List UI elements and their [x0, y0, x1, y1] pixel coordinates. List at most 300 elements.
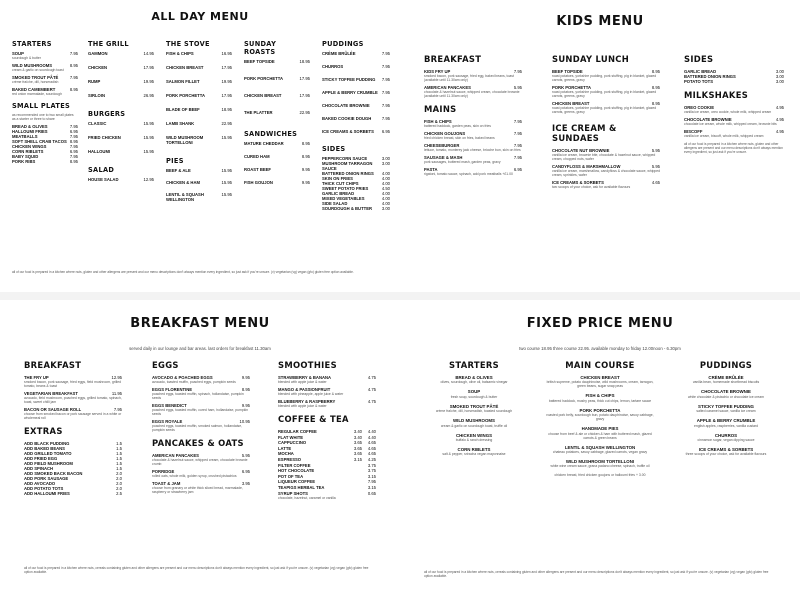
- menu-item: [12, 87, 78, 96]
- menu-item: [322, 64, 390, 69]
- drink-name: POT OF TEA: [278, 473, 304, 479]
- menu-item-price: 3.00: [381, 156, 390, 161]
- menu-item-price: 7.95: [69, 75, 78, 80]
- menu-item-name: BATTERED ONION RINGS: [684, 74, 736, 79]
- menu-item-name: ADD GRILLED TOMATO: [24, 451, 72, 456]
- menu-item-name: THE FRY UP: [24, 375, 49, 380]
- drink-name: ESPRESSO: [278, 456, 302, 462]
- menu-item-price: 2.0: [116, 471, 122, 476]
- menu-item-price: 22.95: [299, 110, 310, 115]
- menu-item-name: PORK PORCHETTA: [552, 85, 592, 90]
- menu-item-price: 5.95: [651, 148, 660, 153]
- menu-item-description: choose from granary or white thick sliced bread, marmalade, raspberry or strawberry jam: [152, 486, 243, 494]
- menu-item-price: 12.95: [143, 177, 154, 182]
- drink-price-large: 7.95: [367, 479, 376, 485]
- menu-item: [278, 387, 376, 396]
- menu-item-name: SIRLOIN: [88, 93, 105, 98]
- menu-item: [424, 155, 522, 164]
- menu-list: [12, 124, 78, 164]
- menu-item-price: 7.95: [513, 131, 522, 136]
- menu-item-price: 1.5: [116, 461, 122, 466]
- menu-item-description: rigatoni, tomato sauce, spinach, add pork meatballs +£1.00: [424, 172, 513, 176]
- menu-item-name: ADD SMOKED BACK BACON: [24, 471, 83, 476]
- drink-price-large: 3.15: [367, 484, 376, 490]
- menu-item-price: 8.95: [69, 63, 78, 68]
- menu-item-price: 8.95: [301, 154, 310, 159]
- all-day-menu-title: ALL DAY MENU: [151, 10, 249, 23]
- menu-item-description: roast potatoes, yorkshire pudding, pork stuffing, pig in blanket, glazed carrots, greens, gravy: [552, 106, 657, 114]
- sunday-roasts-heading: SUNDAY ROASTS: [244, 40, 277, 56]
- pancakes-oats-heading: PANCAKES & OATS: [152, 438, 244, 448]
- menu-item-row: [88, 51, 154, 56]
- menu-item-price: 7.95: [381, 103, 390, 108]
- menu-item-name: THE PLATTER: [244, 110, 273, 115]
- menu-item-description: blended with pineapple, apple juice & water: [278, 392, 344, 396]
- menu-item-description: chicken breast, fried chicken goujons or halloumi fries + 3.00: [554, 473, 646, 478]
- menu-item-price: 15.95: [221, 168, 232, 173]
- menu-item-price: 19.95: [143, 79, 154, 84]
- menu-item-name: ICE CREAMS & SORBETS: [552, 180, 604, 185]
- menu-item-name: CHOCOLATE BROWNIE: [322, 103, 370, 108]
- menu-item-description: poached eggs, toasted muffin, spinach, hollandaise, pumpkin seeds: [152, 392, 244, 400]
- menu-item-price: 1.5: [116, 456, 122, 461]
- menu-item-name: FISH & CHIPS: [424, 119, 452, 124]
- breakfast-menu-subtitle: served daily in our lounge and bar areas. last orders for breakfast 11.30am: [129, 346, 271, 351]
- menu-item: [12, 63, 78, 72]
- menu-list: [12, 51, 78, 96]
- menu-item-price: 7.95: [381, 90, 390, 95]
- menu-item-name: BATTERED ONION RINGS: [322, 171, 374, 176]
- menu-item-price: 8.95: [69, 87, 78, 92]
- menu-item: [244, 154, 310, 159]
- all-day-column-4: [244, 40, 310, 193]
- menu-item-price: 17.95: [299, 93, 310, 98]
- menu-item: [12, 159, 78, 164]
- menu-item-row: [88, 149, 154, 154]
- kids-sides-heading: SIDES: [684, 54, 714, 64]
- menu-item: [24, 491, 122, 496]
- menu-list: [684, 69, 784, 84]
- fixed-price-menu-title: FIXED PRICE MENU: [526, 316, 674, 331]
- menu-item-price: 4.95: [775, 117, 784, 122]
- menu-item: [684, 129, 784, 138]
- menu-item-row: [244, 141, 310, 146]
- menu-item-description: british supreme, potato dauphinoise, wild mushrooms, cream, tarragon, green beans, sugar snap peas: [546, 380, 654, 389]
- menu-item-description: choose from smoked bacon or pork sausage served in a white or wholemeal roll: [24, 412, 122, 420]
- menu-item-price: 7.95: [113, 407, 122, 412]
- menu-item: [244, 59, 310, 64]
- menu-item-name: SOFT SHELL CRAB TACOS: [12, 139, 67, 144]
- menu-item-row: [244, 154, 310, 159]
- menu-item-row: [322, 90, 390, 95]
- menu-item-name: CHICKEN BREAST: [552, 101, 590, 106]
- menu-item-description: smoked bacon, pork sausage, fried egg, baked beans, toast (available until 11.30am only): [424, 74, 514, 82]
- menu-item: [546, 393, 654, 402]
- menu-item-name: ADD FRIED EGG: [24, 456, 58, 461]
- menu-list: [244, 59, 310, 115]
- menu-item-row: [322, 103, 390, 108]
- coffee-tea-heading: COFFEE & TEA: [278, 414, 349, 424]
- menu-item-row: [166, 121, 232, 126]
- menu-item: [88, 93, 154, 98]
- menu-item-description: buffalo & ranch dressing: [455, 438, 493, 443]
- menu-item: [424, 433, 524, 442]
- menu-item: [24, 407, 122, 420]
- menu-item-name: MEATBALLS: [12, 134, 38, 139]
- all-day-menu-page: [0, 0, 400, 292]
- milkshakes-heading: MILKSHAKES: [684, 90, 749, 100]
- menu-item-description: vanilla ice cream, oreo cookie, whole milk, whipped cream: [684, 110, 772, 114]
- menu-item: [12, 75, 78, 84]
- menu-item-row: [322, 129, 390, 134]
- menu-item-price: 7.95: [513, 155, 522, 160]
- menu-item: [166, 79, 232, 84]
- menu-item-row: [24, 491, 122, 496]
- menu-item-price: 12.95: [111, 375, 122, 380]
- menu-item-price: 3.00: [381, 206, 390, 211]
- menu-item-name: BREAD & OLIVES: [455, 375, 493, 380]
- menu-item-price: 4.00: [381, 196, 390, 201]
- menu-item: [676, 404, 776, 413]
- menu-item-description: two scoops of your choice, ask for available flavours: [552, 185, 631, 189]
- menu-item-price: 8.95: [69, 139, 78, 144]
- menu-item-description: blended with apple juice & water: [278, 404, 327, 408]
- menu-item-price: 1.5: [116, 466, 122, 471]
- fixed-column-1: [424, 360, 524, 461]
- menu-item-price: 17.95: [221, 65, 232, 70]
- menu-item-price: 9.95: [301, 167, 310, 172]
- menu-item: [152, 419, 250, 432]
- menu-item-name: APPLE & BERRY CRUMBLE: [696, 418, 756, 424]
- menu-list: [166, 51, 232, 145]
- menu-item-price: 7.95: [513, 69, 522, 74]
- menu-item-name: CHICKEN BREAST: [580, 375, 620, 380]
- menu-list: [88, 121, 154, 154]
- menu-list: [278, 429, 376, 496]
- all-day-column-1: [12, 40, 78, 164]
- menu-item-price: 4.50: [381, 186, 390, 191]
- menu-item-description: blended with apple juice & water: [278, 380, 327, 384]
- menu-item-price: 15.95: [221, 135, 232, 140]
- menu-item-name: LENTIL & SQUASH WELLINGTON: [166, 192, 204, 202]
- syrup-note: chocolate, hazelnut, caramel or vanilla: [278, 496, 336, 501]
- menu-item-price: 4.00: [381, 191, 390, 196]
- stove-heading: THE STOVE: [166, 40, 210, 48]
- menu-item-price: 7.95: [381, 51, 390, 56]
- menu-item-price: 14.95: [143, 51, 154, 56]
- menu-item-description: vanilla bean, homemade shortbread biscuits: [692, 380, 760, 385]
- drink-price-large: 3.75: [367, 462, 376, 468]
- menu-item-row: [322, 206, 390, 211]
- menu-item-price: 7.95: [513, 143, 522, 148]
- menu-item-price: 7.95: [381, 77, 390, 82]
- menu-list: [152, 453, 250, 494]
- menu-item-row: [166, 79, 232, 84]
- menu-item: [244, 110, 310, 115]
- menu-item-description: poached eggs, toasted muffin, cured ham, hollandaise, pumpkin seeds: [152, 408, 249, 416]
- menu-item-description: sourdough & butter: [12, 56, 41, 60]
- menu-item-name: HOUSE SALAD: [88, 177, 119, 182]
- menu-item-name: CHICKEN & HAM: [166, 180, 200, 185]
- menu-item: [166, 65, 232, 70]
- menu-item: [322, 103, 390, 108]
- menu-item: [552, 85, 660, 98]
- menu-item-name: MATURE CHEDDAR: [244, 141, 284, 146]
- menu-item: [244, 76, 310, 81]
- menu-list: [322, 51, 390, 134]
- menu-item-price: 8.95: [651, 101, 660, 106]
- menu-item-price: 5.95: [651, 164, 660, 169]
- menu-item-price: 7.95: [69, 51, 78, 56]
- menu-item-price: 22.95: [221, 121, 232, 126]
- menu-item-description: fresh soup, sourdough & butter: [450, 394, 498, 399]
- menu-item: [88, 79, 154, 84]
- menu-item: [278, 375, 376, 384]
- menu-item-row: [166, 180, 232, 185]
- menu-item-description: salt & pepper, sriracha vegan mayonnaise: [442, 452, 506, 457]
- menu-item-name: CHICKEN WINGS: [455, 432, 493, 438]
- menu-item: [88, 149, 154, 154]
- menu-item-description: roast potatoes, yorkshire pudding, pork stuffing, pig in blanket, glazed carrots, greens, gravy: [552, 74, 657, 82]
- menu-item-price: 17.95: [221, 93, 232, 98]
- drink-price-large: 4.65: [367, 451, 376, 457]
- menu-item-name: FRIED CHICKEN: [88, 135, 121, 140]
- breakfast-heading: BREAKFAST: [24, 360, 82, 370]
- menu-item-name: CHOCOLATE BROWNIE: [684, 117, 732, 122]
- breakfast-column-3: [278, 360, 376, 503]
- menu-item: [684, 105, 784, 114]
- menu-item: [166, 168, 232, 173]
- breakfast-menu-title: BREAKFAST MENU: [130, 316, 270, 331]
- menu-item-name: WILD MUSHROOM TORTELLONI: [565, 459, 635, 465]
- menu-item: [424, 131, 522, 140]
- sandwiches-heading: SANDWICHES: [244, 130, 298, 138]
- fixed-price-menu-page: [400, 300, 800, 600]
- menu-item-price: 7.95: [69, 134, 78, 139]
- menu-item-name: LAMB SHANK: [166, 121, 195, 126]
- menu-item: [244, 141, 310, 146]
- menu-item: [166, 93, 232, 98]
- fixed-column-3: [676, 360, 776, 461]
- menu-item-price: 1.5: [116, 441, 122, 446]
- menu-item: [322, 206, 390, 211]
- kids-mains-heading: MAINS: [424, 104, 457, 114]
- fixed-price-subtitle: two course 18.95 three course 22.95. available monday to friday 12.00noon - 6.30pm: [519, 346, 681, 351]
- menu-item-price: 4.95: [775, 105, 784, 110]
- kids-column-1: [424, 54, 522, 179]
- menu-item: [424, 375, 524, 384]
- menu-item-name: GARLIC BREAD: [684, 69, 717, 74]
- menu-item-name: PORK PORCHETTA: [579, 407, 621, 413]
- menu-item-description: battered haddock, garden peas, skin on fries: [424, 124, 491, 128]
- menu-item-price: 3.00: [775, 79, 784, 84]
- menu-item-description: battered haddock, mushy peas, thick cut chips, lemon, tartare sauce: [548, 398, 652, 403]
- menu-item: [322, 161, 390, 171]
- menu-item-name: ADD BLACK PUDDING: [24, 441, 70, 446]
- page-gutter-horizontal: [0, 292, 800, 300]
- menu-item-name: WILD MUSHROOMS: [453, 418, 495, 424]
- menu-item: [676, 433, 776, 442]
- grill-heading: THE GRILL: [88, 40, 129, 48]
- drink-price-large: 4.65: [367, 445, 376, 451]
- menu-item: [552, 69, 660, 82]
- menu-item-price: 3.00: [775, 74, 784, 79]
- menu-item-description: pork sausages, buttered mash, garden peas, gravy: [424, 160, 501, 164]
- menu-item-name: BEEF TOPSIDE: [244, 59, 275, 64]
- menu-item-description: choose from beef & ale or chicken & ham with buttered mash, glazed carrots & green beans: [548, 431, 652, 440]
- menu-item-name: BLADE OF BEEF: [166, 107, 200, 112]
- menu-item-name: BAKED CAMEMBERT: [12, 87, 56, 92]
- menu-list: [424, 69, 522, 98]
- menu-list: [552, 69, 660, 114]
- menu-list: [24, 375, 122, 420]
- menu-item: [322, 129, 390, 134]
- menu-item-name: CHOCOLATE BROWNIE: [701, 389, 751, 395]
- menu-item-description: red onion marmalade, sourdough: [12, 92, 62, 96]
- menu-item-description: roast potatoes, yorkshire pudding, pork stuffing, pig in blanket, glazed carrots, greens, gravy: [552, 90, 657, 98]
- small-plates-heading: SMALL PLATES: [12, 102, 71, 110]
- menu-item-price: 9.95: [301, 180, 310, 185]
- menu-item-name: PORK RIBS: [12, 159, 36, 164]
- menu-list: [676, 375, 776, 456]
- menu-item-description: cream & garlic on sourdough toast, truffle oil: [440, 423, 508, 428]
- kids-column-2: [552, 54, 660, 192]
- menu-item: [424, 418, 524, 427]
- menu-item-description: salted caramel sauce, vanilla ice cream: [696, 409, 756, 414]
- menu-item-row: [88, 65, 154, 70]
- menu-list: [322, 156, 390, 211]
- menu-item-price: 18.95: [299, 59, 310, 64]
- menu-item-name: SOUP: [467, 389, 481, 395]
- menu-item: [424, 167, 522, 176]
- smoothies-heading: SMOOTHIES: [278, 360, 337, 370]
- sides-heading: SIDES: [322, 145, 346, 153]
- menu-item-row: [322, 116, 390, 121]
- menu-item-name: BACON OR SAUSAGE ROLL: [24, 407, 82, 412]
- menu-item: [244, 93, 310, 98]
- menu-item-description: white wine cream sauce, grana padano cheese, spinach, truffle oil: [550, 464, 650, 469]
- menu-item: [424, 447, 524, 456]
- fixed-starters-heading: STARTERS: [449, 360, 499, 370]
- menu-item-description: chocolate & hazelnut sauce, whipped cream, chocolate brownie (available until 11.30am only): [424, 90, 520, 98]
- main-course-heading: MAIN COURSE: [565, 360, 635, 370]
- menu-item-name: STRAWBERRY & BANANA: [278, 375, 332, 380]
- menu-item-description: cream & garlic on sourdough toast: [12, 68, 64, 72]
- menu-item: [152, 453, 250, 466]
- menu-item-price: 1.5: [116, 451, 122, 456]
- menu-item-row: [166, 168, 232, 173]
- menu-item-row: [12, 159, 78, 164]
- menu-item: [152, 481, 250, 494]
- menu-list: [152, 375, 250, 432]
- menu-item-description: three scoops of your choice, ask for available flavours: [685, 452, 767, 457]
- menu-item-price: 6.95: [241, 469, 250, 474]
- menu-item-name: ADD HALLOUMI FRIES: [24, 491, 70, 496]
- menu-item-name: CORN RIBLETS: [12, 149, 44, 154]
- menu-list: [424, 119, 522, 176]
- menu-item-description: crème fraîche, dill, horseradish: [12, 80, 59, 84]
- menu-item-name: AMERICAN PANCAKES: [152, 453, 199, 458]
- menu-item: [546, 375, 654, 388]
- menu-item-price: 4.75: [367, 399, 376, 404]
- fixed-footer: all of our food is prepared in a kitchen where nuts, cereals containing gluten and other allergens are present and our menu descriptions don't always mention every ingredient, so just ask if you're unsure. (v) vegetarian (vg) vegan (gfo) gluten free option available.: [424, 570, 769, 578]
- menu-item-name: STICKY TOFFEE PUDDING: [698, 403, 754, 409]
- menu-item-row: [166, 51, 232, 56]
- drink-price-large: 4.40: [367, 429, 376, 434]
- drink-name: FLAT WHITE: [278, 434, 304, 440]
- menu-item-price: 4.00: [381, 201, 390, 206]
- menu-item: [322, 116, 390, 121]
- starters-heading: STARTERS: [12, 40, 52, 48]
- menu-item: [676, 418, 776, 427]
- menu-item: [322, 51, 390, 56]
- menu-item: [424, 119, 522, 128]
- menu-item-description: poached eggs, toasted muffin, smoked salmon, hollandaise, pumpkin seeds: [152, 424, 243, 432]
- drink-name: HOT CHOCOLATE: [278, 468, 315, 474]
- menu-list: [424, 375, 524, 456]
- menu-item-name: POTATO TOTS: [684, 79, 714, 84]
- menu-item: [88, 121, 154, 126]
- menu-item-name: EGGS FLORENTINE: [152, 387, 193, 392]
- menu-item-description: avocado, field mushroom, poached eggs, grilled tomato, spinach, toast, sweet chilli jam: [24, 396, 122, 404]
- menu-item: [152, 469, 250, 478]
- menu-item: [152, 375, 250, 384]
- menu-item: [424, 389, 524, 398]
- menu-item: [684, 117, 784, 126]
- menu-item-name: BABY SQUID: [12, 154, 39, 159]
- menu-item-name: ADD AVOCADO: [24, 481, 56, 486]
- extras-heading: EXTRAS: [24, 426, 63, 436]
- menu-item: [676, 447, 776, 456]
- menu-item-price: 7.95: [69, 124, 78, 129]
- menu-item-price: 11.95: [111, 391, 122, 396]
- menu-item: [166, 121, 232, 126]
- menu-item: [24, 391, 122, 404]
- drink-name: FILTER COFFEE: [278, 462, 311, 468]
- menu-item-price: 5.95: [241, 453, 250, 458]
- menu-item-price: 8.95: [241, 387, 250, 392]
- breakfast-column-2: [152, 360, 250, 497]
- menu-item-row: [322, 64, 390, 69]
- pies-heading: PIES: [166, 157, 184, 165]
- menu-item-name: SMOKED TROUT PÂTÉ: [449, 403, 499, 409]
- menu-item-price: 17.95: [299, 76, 310, 81]
- menu-item-name: AMERICAN PANCAKES: [424, 85, 471, 90]
- menu-item-price: 4.75: [367, 387, 376, 392]
- menu-item-price: 8.95: [651, 85, 660, 90]
- menu-item-name: PASTA: [424, 167, 438, 172]
- menu-item: [546, 445, 654, 454]
- menu-item-description: smoked bacon, pork sausage, fried eggs, field mushroom, grilled tomato, beans & toast: [24, 380, 122, 388]
- menu-item-price: 19.95: [221, 79, 232, 84]
- menu-item-name: SKIN ON FRIES: [322, 176, 353, 181]
- puddings-heading: PUDDINGS: [322, 40, 364, 48]
- menu-item: [166, 180, 232, 185]
- menu-item-price: 8.95: [301, 141, 310, 146]
- menu-item-description: chateau potatoes, savoy cabbage, glazed carrots, vegan gravy: [552, 450, 648, 455]
- menu-item: [12, 51, 78, 60]
- menu-item-row: [244, 167, 310, 172]
- menu-list: [88, 51, 154, 98]
- menu-item-price: 26.95: [143, 93, 154, 98]
- menu-item-name: FISH & CHIPS: [585, 393, 615, 399]
- menu-item-price: 15.95: [143, 149, 154, 154]
- fixed-puddings-heading: PUDDINGS: [699, 360, 753, 370]
- menu-item-name: PORK PORCHETTA: [244, 76, 284, 81]
- menu-item-name: MANGO & PASSIONFRUIT: [278, 387, 331, 392]
- menu-item: [424, 69, 522, 82]
- menu-item-price: 1.5: [116, 446, 122, 451]
